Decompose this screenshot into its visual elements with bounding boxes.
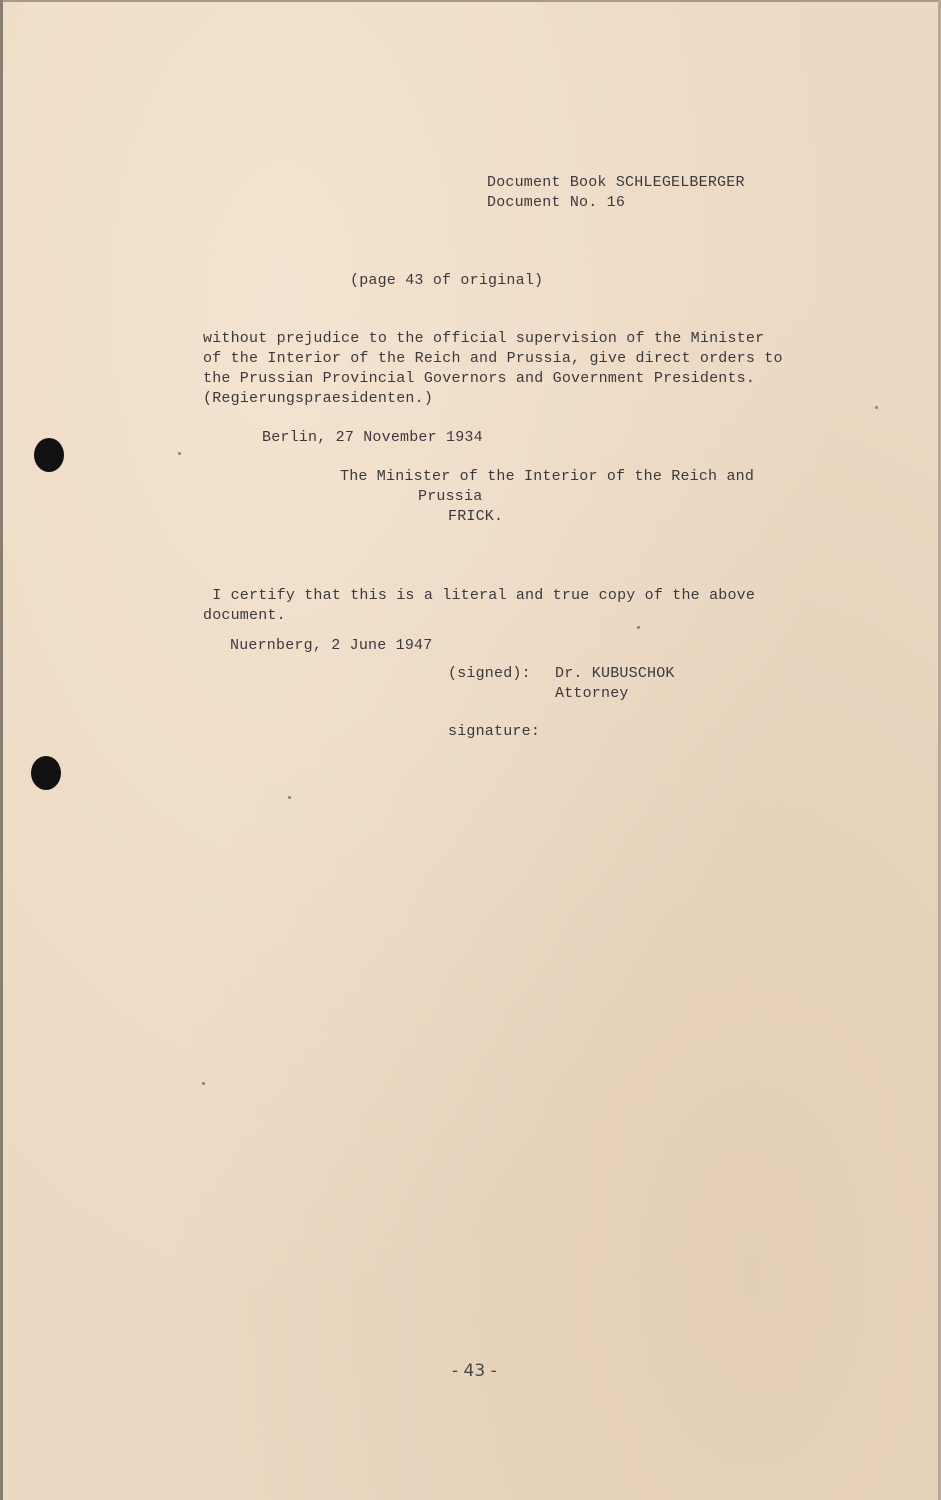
- paper-speck: [202, 1082, 205, 1085]
- paper-speck: [637, 626, 640, 629]
- paper-speck: [288, 796, 291, 799]
- certification-place-date: Nuernberg, 2 June 1947: [230, 637, 433, 654]
- punch-hole-top: [34, 438, 64, 472]
- certification-paragraph: I certify that this is a literal and true copy of the above document.: [203, 587, 756, 624]
- attorney-name: Dr. KUBUSCHOK: [555, 665, 675, 682]
- punch-hole-bottom: [31, 756, 61, 790]
- place-and-date: Berlin, 27 November 1934: [262, 429, 483, 446]
- signature-label: signature:: [448, 723, 541, 740]
- signatory-name: FRICK.: [448, 508, 504, 525]
- document-number-label: Document No. 16: [487, 194, 626, 211]
- page-edge-top: [0, 0, 941, 2]
- signatory-title: The Minister of the Interior of the Reich and: [340, 468, 755, 485]
- body-paragraph: without prejudice to the official supervision of the Minister of the Interior of the Reich and Prussia, give direct orders to the Prussian Provincial Governors and Government Presidents. (Regierungspraesidenten.): [203, 330, 783, 407]
- document-book-label: Document Book SCHLEGELBERGER: [487, 174, 745, 191]
- page-number: - 43 -: [452, 1361, 503, 1381]
- attorney-role: Attorney: [555, 685, 629, 702]
- paper-speck: [178, 452, 181, 455]
- original-page-note: (page 43 of original): [350, 272, 544, 289]
- signatory-country: Prussia: [418, 488, 483, 505]
- paper-speck: [875, 406, 878, 409]
- signed-label: (signed):: [448, 665, 531, 682]
- page-edge-left: [0, 0, 3, 1500]
